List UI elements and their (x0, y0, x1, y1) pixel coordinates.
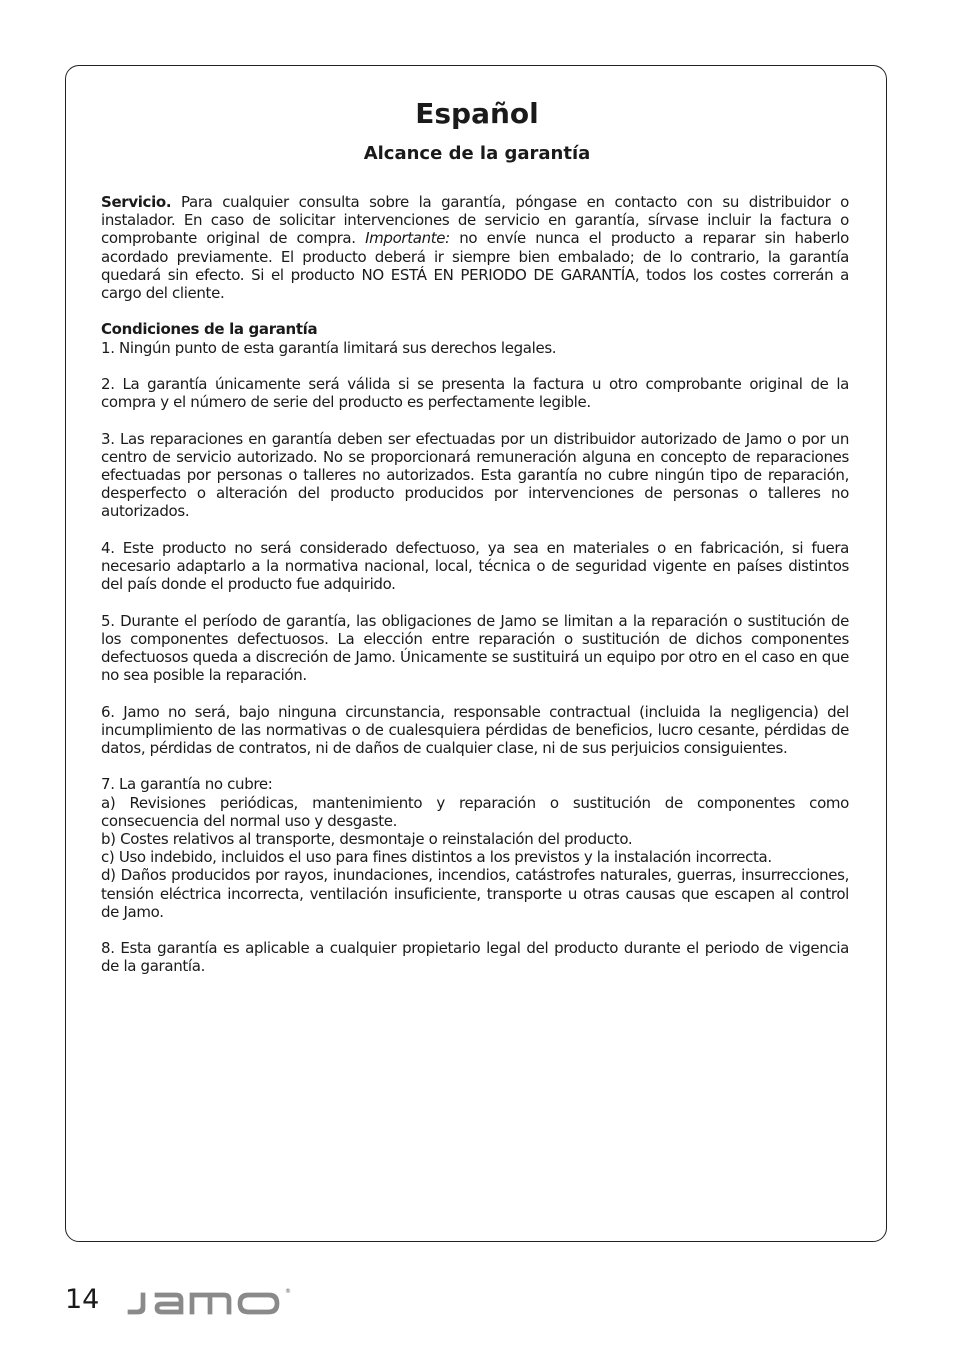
page-title: Español (415, 97, 539, 130)
condition-item-7d: d) Daños producidos por rayos, inundaciones, incendios, catástrofes naturales, guerras, insurrecciones, tensión eléctrica incorrecta, ventilación insuficiente, transporte u otras causas que escapen al control de Jamo. (101, 866, 849, 921)
condition-item-5: 5. Durante el período de garantía, las obligaciones de Jamo se limitan a la reparación o sustitución de los componentes defectuosos. La elección entre reparación o sustitución de dichos componentes defectuosos queda a discreción de Jamo. Únicamente se sustituirá un equipo por otro en el caso en que no sea posible la reparación. (101, 611, 849, 685)
jamo-logo (124, 1282, 290, 1322)
service-text-2: no envíe nunca el producto a reparar sin haberlo acordado previamente. El producto deberá ir siempre bien embalado; de lo contrario, la garantía quedará sin efecto. Si el producto NO ESTÁ EN PERIODO DE GARANTÍA, todos los costes correrán a cargo del cliente. (101, 229, 849, 303)
condition-item-8: 8. Esta garantía es aplicable a cualquier propietario legal del producto durante el periodo de vigencia de la garantía. (101, 939, 849, 976)
logo-letter-j (127, 1292, 146, 1315)
condition-item-7b: b) Costes relativos al transporte, desmontaje o reinstalación del producto. (101, 830, 633, 848)
service-text-1: Para cualquier consulta sobre la garantía, póngase en contacto con su distribuidor o instalador. En caso de solicitar intervenciones de servicio en garantía, sírvase incluir la factura o comprobante original de compra. (101, 193, 849, 248)
condition-item-4: 4. Este producto no será considerado defectuoso, ya sea en materiales o en fabricación, si fuera necesario adaptarlo a la normativa nacional, local, técnica o de seguridad vigente en países distintos del país donde el producto fue adquirido. (101, 538, 849, 594)
logo-letter-a (154, 1292, 184, 1315)
condition-item-1: 1. Ningún punto de esta garantía limitará sus derechos legales. (101, 338, 557, 357)
condition-item-6: 6. Jamo no será, bajo ninguna circunstancia, responsable contractual (incluida la negligencia) del incumplimiento de las normativas o de cualesquiera pérdidas de beneficios, lucro cesante, pérdidas de datos, pérdidas de contratos, ni de daños de cualquier clase, ni de sus perjuicios consiguientes. (101, 702, 849, 757)
condition-item-7c: c) Uso indebido, incluidos el uso para fines distintos a los previstos y la instalación incorrecta. (101, 848, 772, 867)
warranty-text (101, 193, 849, 994)
condition-item-3: 3. Las reparaciones en garantía deben ser efectuadas por un distribuidor autorizado de Jamo o por un centro de servicio autorizado. No se proporcionará remuneración alguna en concepto de reparaciones efectuadas por personas o talleres no autorizados. Esta garantía no cubre ningún tipo de reparación, desperfecto o alteración del producto producidos por intervenciones de personas o talleres no autorizados. (101, 429, 849, 521)
logo-letter-o (237, 1292, 280, 1315)
logo-letter-m (189, 1292, 232, 1315)
registered-mark: ® (285, 1288, 291, 1295)
condition-item-7-intro: 7. La garantía no cubre: (101, 775, 273, 794)
condition-item-7a: a) Revisiones periódicas, mantenimiento y reparación o sustitución de componentes como consecuencia del normal uso y desgaste. (101, 793, 849, 830)
service-paragraph (101, 193, 849, 302)
service-important-label: Importante: (365, 229, 450, 248)
service-label: Servicio. (101, 193, 172, 211)
condition-item-2: 2. La garantía únicamente será válida si se presenta la factura u otro comprobante original de la compra y el número de serie del producto es perfectamente legible. (101, 375, 849, 412)
conditions-heading: Condiciones de la garantía (101, 320, 318, 339)
jamo-logo-mark (127, 1292, 280, 1315)
page-number: 14 (65, 1284, 100, 1315)
section-subtitle: Alcance de la garantía (363, 143, 591, 164)
